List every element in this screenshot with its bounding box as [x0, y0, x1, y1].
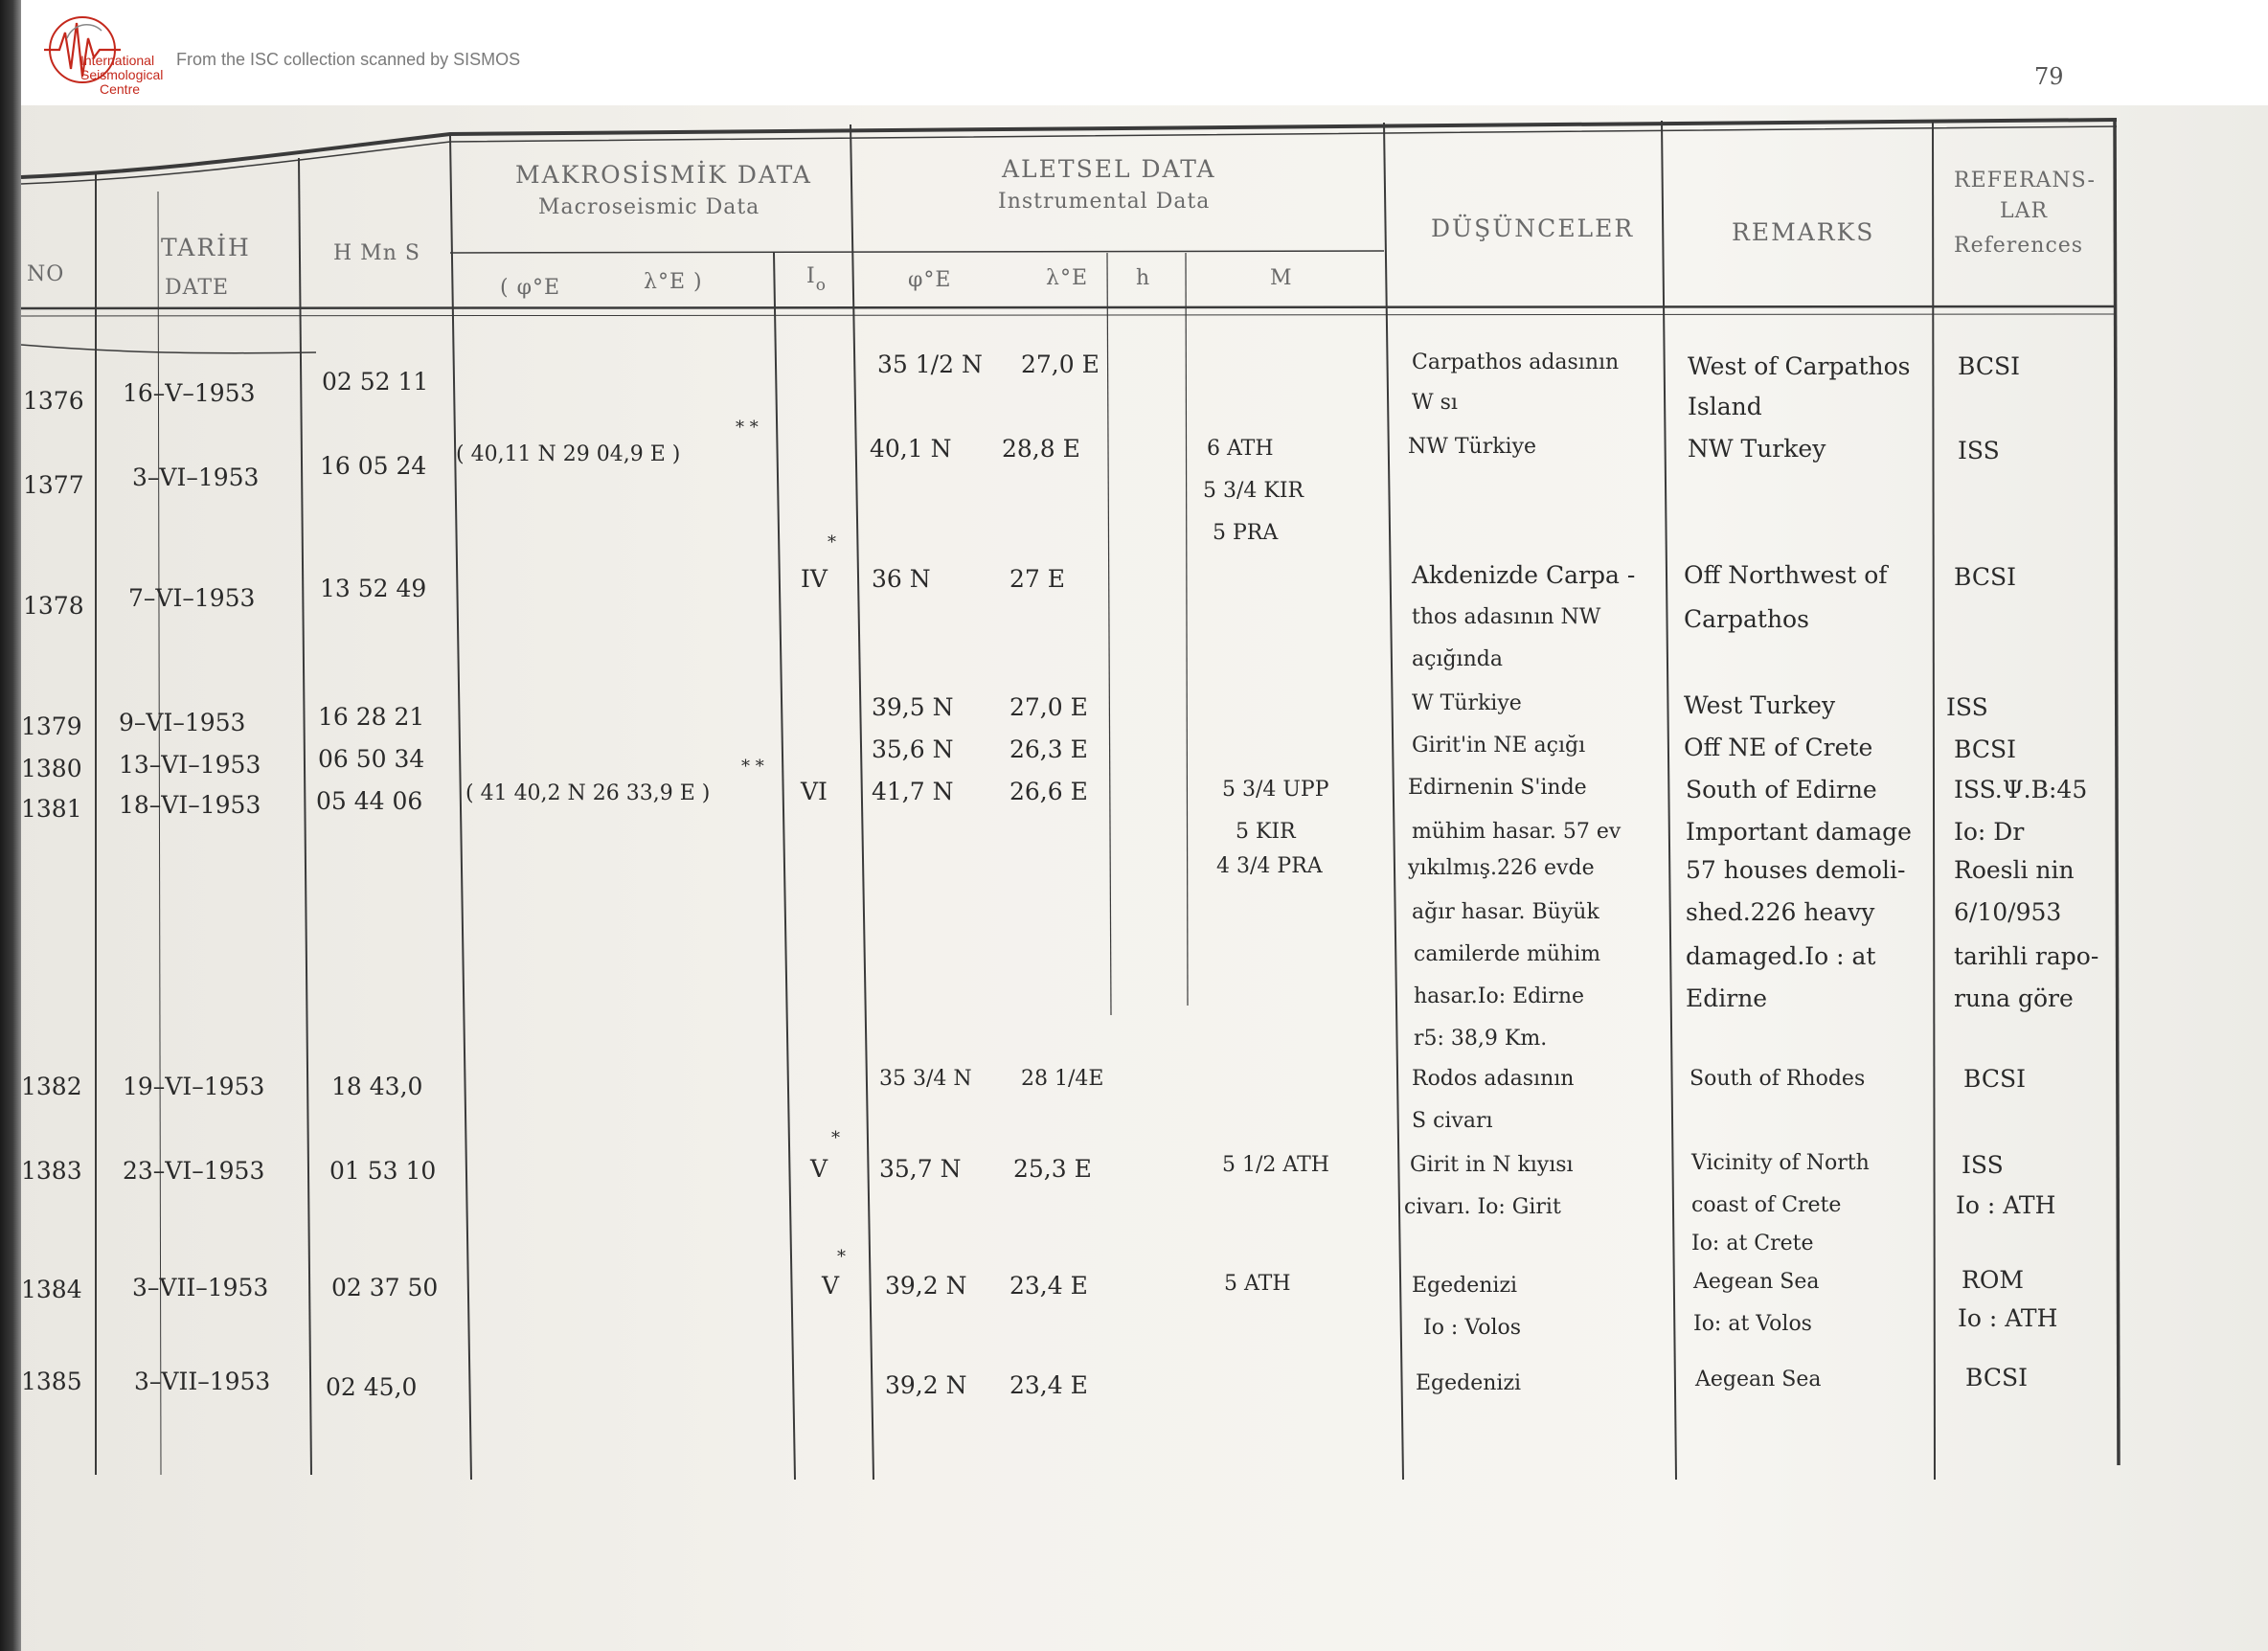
- header-no: NO: [27, 262, 65, 286]
- reference-line: BCSI: [1954, 735, 2016, 763]
- instrumental-lat: 35,7 N: [879, 1155, 962, 1183]
- event-time: 02 52 11: [322, 368, 429, 396]
- event-time: 02 45,0: [326, 1373, 418, 1401]
- thoughts-line: camilerde mühim: [1414, 942, 1601, 966]
- instrumental-lat: 39,2 N: [885, 1371, 967, 1399]
- remarks-line: Island: [1688, 393, 1762, 420]
- macroseismic-asterisk: * *: [736, 418, 759, 438]
- scan-source-note: From the ISC collection scanned by SISMOS: [176, 50, 521, 69]
- instrumental-lat: 40,1 N: [870, 435, 952, 463]
- header-date-tr: TARİH: [161, 234, 251, 261]
- event-number: 1376: [23, 387, 84, 415]
- intensity-value: VI: [801, 778, 828, 805]
- event-number: 1381: [21, 795, 82, 823]
- thoughts-line: Edirnenin S'inde: [1408, 776, 1587, 800]
- event-time: 05 44 06: [316, 787, 423, 815]
- header-thoughts: DÜŞÜNCELER: [1431, 215, 1635, 242]
- reference-line: ISS: [1958, 437, 2000, 464]
- reference-line: BCSI: [1958, 352, 2020, 380]
- remarks-line: Aegean Sea: [1695, 1368, 1822, 1391]
- event-date: 23–VI–1953: [123, 1157, 265, 1185]
- intensity-asterisk: *: [837, 1247, 846, 1267]
- reference-line: Io : ATH: [1958, 1304, 2058, 1332]
- event-number: 1378: [23, 592, 84, 620]
- reference-line: 6/10/953: [1954, 898, 2062, 926]
- header-macroseismic-tr: MAKROSİSMİK DATA: [515, 161, 812, 189]
- magnitude-value: 5 ATH: [1224, 1272, 1291, 1296]
- thoughts-line: W sı: [1412, 391, 1458, 415]
- event-date: 9–VI–1953: [119, 709, 246, 736]
- thoughts-line: mühim hasar. 57 ev: [1412, 820, 1622, 844]
- instrumental-lon: 25,3 E: [1013, 1155, 1092, 1183]
- magnitude-value: 4 3/4 PRA: [1216, 854, 1323, 878]
- remarks-line: Off Northwest of: [1684, 561, 1888, 589]
- event-number: 1379: [21, 712, 82, 740]
- intensity-asterisk: *: [831, 1128, 840, 1148]
- thoughts-line: S civarı: [1412, 1109, 1493, 1133]
- magnitude-value: 5 3/4 KIR: [1203, 479, 1304, 503]
- header-instrumental-tr: ALETSEL DATA: [1002, 155, 1216, 183]
- reference-line: ISS.Ψ.B:45: [1954, 776, 2088, 803]
- reference-line: Io: Dr: [1954, 818, 2025, 846]
- thoughts-line: Girit in N kıyısı: [1410, 1153, 1574, 1177]
- remarks-line: shed.226 heavy: [1686, 898, 1875, 926]
- thoughts-line: Girit'in NE açığı: [1412, 734, 1586, 758]
- thoughts-line: ağır hasar. Büyük: [1412, 900, 1599, 924]
- header-references-2: LAR: [2000, 199, 2049, 223]
- event-time: 13 52 49: [320, 575, 427, 602]
- remarks-line: South of Edirne: [1686, 776, 1877, 803]
- instrumental-lon: 23,4 E: [1009, 1272, 1088, 1300]
- remarks-line: Aegean Sea: [1693, 1270, 1820, 1294]
- header-remarks: REMARKS: [1732, 218, 1875, 246]
- event-date: 3–VII–1953: [134, 1368, 271, 1395]
- reference-line: ISS: [1946, 693, 1988, 721]
- event-number: 1385: [21, 1368, 82, 1395]
- instrumental-lon: 26,6 E: [1009, 778, 1088, 805]
- remarks-line: Vicinity of North: [1691, 1151, 1870, 1175]
- reference-line: BCSI: [1965, 1364, 2028, 1391]
- event-date: 7–VI–1953: [128, 584, 256, 612]
- reference-line: BCSI: [1954, 563, 2016, 591]
- page-number: 79: [2034, 63, 2064, 90]
- logo-line-1: International: [80, 53, 155, 68]
- header-references-3: References: [1954, 234, 2084, 258]
- magnitude-value: 5 3/4 UPP: [1222, 778, 1329, 802]
- logo-line-2: Seismological: [80, 67, 164, 82]
- event-number: 1384: [21, 1276, 82, 1303]
- event-date: 19–VI–1953: [123, 1073, 265, 1100]
- remarks-line: NW Turkey: [1688, 435, 1826, 463]
- thoughts-line: hasar.Io: Edirne: [1414, 984, 1585, 1008]
- remarks-line: Io: at Volos: [1693, 1312, 1812, 1336]
- event-date: 3–VII–1953: [132, 1274, 269, 1301]
- header-intensity-sub: o: [815, 276, 827, 295]
- reference-line: runa göre: [1954, 984, 2074, 1012]
- event-time: 16 28 21: [318, 703, 425, 731]
- magnitude-value: 5 1/2 ATH: [1222, 1153, 1329, 1177]
- header-intensity-label: I: [806, 264, 816, 288]
- reference-line: ISS: [1962, 1151, 2004, 1179]
- thoughts-line: Akdenizde Carpa -: [1412, 561, 1636, 589]
- event-date: 3–VI–1953: [132, 464, 260, 491]
- reference-line: ROM: [1962, 1266, 2024, 1294]
- instrumental-lon: 26,3 E: [1009, 735, 1088, 763]
- header-macro-lon: λ°E ): [644, 270, 703, 294]
- magnitude-value: 6 ATH: [1207, 437, 1274, 461]
- header-date-en: DATE: [165, 276, 230, 300]
- remarks-line: Edirne: [1686, 984, 1768, 1012]
- event-time: 18 43,0: [331, 1073, 423, 1100]
- instrumental-lat: 35 1/2 N: [877, 351, 983, 378]
- header-macroseismic-en: Macroseismic Data: [538, 195, 760, 219]
- intensity-asterisk: *: [828, 532, 836, 553]
- instrumental-lon: 27,0 E: [1021, 351, 1100, 378]
- event-time: 01 53 10: [329, 1157, 437, 1185]
- reference-line: tarihli rapo-: [1954, 942, 2099, 970]
- logo-line-3: Centre: [100, 81, 141, 97]
- instrumental-lat: 35 3/4 N: [879, 1067, 972, 1091]
- header-time: H Mn S: [333, 241, 420, 265]
- header-instr-lon: λ°E: [1046, 266, 1089, 290]
- magnitude-value: 5 KIR: [1236, 820, 1296, 844]
- thoughts-line: W Türkiye: [1412, 691, 1522, 715]
- remarks-line: Carpathos: [1684, 605, 1809, 633]
- header-instr-lat: φ°E: [908, 268, 952, 292]
- intensity-value: V: [822, 1272, 840, 1300]
- reference-line: Io : ATH: [1956, 1191, 2056, 1219]
- instrumental-lon: 27,0 E: [1009, 693, 1088, 721]
- remarks-line: South of Rhodes: [1690, 1067, 1866, 1091]
- thoughts-line: Io : Volos: [1423, 1316, 1522, 1340]
- instrumental-lat: 35,6 N: [872, 735, 954, 763]
- thoughts-line: NW Türkiye: [1408, 435, 1537, 459]
- reference-line: Roesli nin: [1954, 856, 2075, 884]
- intensity-value: V: [810, 1155, 828, 1183]
- thoughts-line: Rodos adasının: [1412, 1067, 1575, 1091]
- header-macro-lat: ( φ°E: [500, 276, 561, 300]
- event-date: 13–VI–1953: [119, 751, 261, 779]
- remarks-line: Io: at Crete: [1691, 1232, 1814, 1255]
- macroseismic-asterisk: * *: [741, 757, 764, 777]
- thoughts-line: Egedenizi: [1416, 1371, 1522, 1395]
- remarks-line: Important damage: [1686, 818, 1912, 846]
- magnitude-value: 5 PRA: [1213, 521, 1279, 545]
- thoughts-line: açığında: [1412, 647, 1503, 671]
- event-date: 16–V–1953: [123, 379, 256, 407]
- thoughts-line: civarı. Io: Girit: [1404, 1195, 1561, 1219]
- event-number: 1377: [23, 471, 84, 499]
- thoughts-line: r5: 38,9 Km.: [1414, 1027, 1548, 1051]
- header-instrumental-en: Instrumental Data: [998, 190, 1211, 214]
- remarks-line: West of Carpathos: [1688, 352, 1911, 380]
- thoughts-line: Carpathos adasının: [1412, 351, 1620, 374]
- header-intensity: [806, 264, 827, 295]
- remarks-line: damaged.Io : at: [1686, 942, 1876, 970]
- instrumental-lon: 28 1/4E: [1021, 1067, 1104, 1091]
- event-time: 06 50 34: [318, 745, 425, 773]
- event-time: 16 05 24: [320, 452, 427, 480]
- event-number: 1382: [21, 1073, 82, 1100]
- thoughts-line: Egedenizi: [1412, 1274, 1518, 1298]
- remarks-line: coast of Crete: [1691, 1193, 1842, 1217]
- header-depth: h: [1136, 266, 1151, 290]
- instrumental-lon: 23,4 E: [1009, 1371, 1088, 1399]
- event-number: 1380: [21, 755, 82, 782]
- remarks-line: 57 houses demoli-: [1686, 856, 1906, 884]
- thoughts-line: yıkılmış.226 evde: [1408, 856, 1595, 880]
- instrumental-lat: 39,2 N: [885, 1272, 967, 1300]
- header-references-1: REFERANS-: [1954, 169, 2096, 192]
- instrumental-lat: 36 N: [872, 565, 931, 593]
- intensity-value: IV: [801, 565, 828, 593]
- remarks-line: Off NE of Crete: [1684, 734, 1873, 761]
- remarks-line: West Turkey: [1684, 691, 1836, 719]
- event-number: 1383: [21, 1157, 82, 1185]
- macroseismic-location: ( 40,11 N 29 04,9 E ): [456, 442, 681, 466]
- event-date: 18–VI–1953: [119, 791, 261, 819]
- instrumental-lat: 41,7 N: [872, 778, 954, 805]
- instrumental-lat: 39,5 N: [872, 693, 954, 721]
- instrumental-lon: 28,8 E: [1002, 435, 1080, 463]
- header-magnitude: M: [1270, 266, 1293, 290]
- macroseismic-location: ( 41 40,2 N 26 33,9 E ): [465, 781, 711, 805]
- event-time: 02 37 50: [331, 1274, 439, 1301]
- instrumental-lon: 27 E: [1009, 565, 1066, 593]
- reference-line: BCSI: [1963, 1065, 2026, 1093]
- thoughts-line: thos adasının NW: [1412, 605, 1601, 629]
